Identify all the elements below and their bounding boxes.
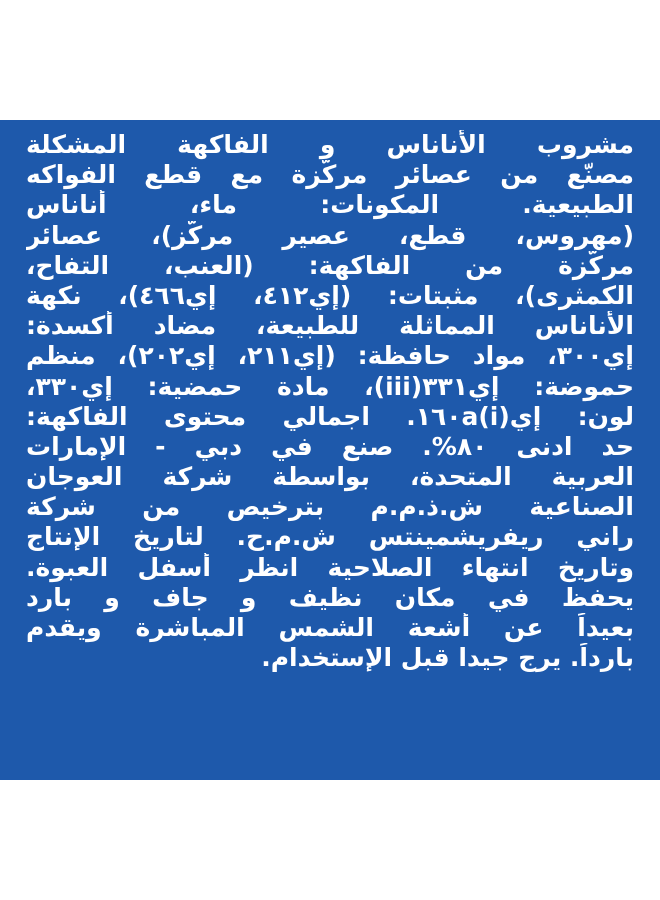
label-line-8: إي٣٠٠، مواد حافظة: (إي٢١١، إي٢٠٢)، منظم <box>26 341 634 371</box>
label-line-15: وتاريخ انتهاء الصلاحية انظر أسفل العبوة. <box>26 552 634 582</box>
label-line-3: الطبيعية. المكونات: ماء، أناناس <box>26 190 634 220</box>
label-line-1: مشروب الأناناس و الفاكهة المشكلة <box>26 130 634 159</box>
label-line-4: (مهروس، قطع، عصير مركّز)، عصائر <box>26 220 634 250</box>
label-line-9: حموضة: إي٣٣١(iii)، مادة حمضية: إي٣٣٠، <box>26 371 634 401</box>
label-line-14: راني ريفريشمينتس ش.م.ح. لتاريخ الإنتاج <box>26 522 634 552</box>
label-line-7: الأناناس المماثلة للطبيعة، مضاد أكسدة: <box>26 311 634 341</box>
label-line-18: بارداً. يرج جيدا قبل الإستخدام. <box>261 643 634 673</box>
label-line-16: يحفظ في مكان نظيف و جاف و بارد <box>26 582 634 612</box>
label-line-10: لون: إي١٦٠a(i). اجمالي محتوى الفاكهة: <box>26 401 634 431</box>
label-line-5: مركّزة من الفاكهة: (العنب، التفاح، <box>26 250 634 280</box>
label-line-17: بعيداً عن أشعة الشمس المباشرة ويقدم <box>26 613 634 642</box>
label-line-6: الكمثرى)، مثبتات: (إي٤١٢، إي٤٦٦)، نكهة <box>26 280 634 310</box>
ingredients-label-panel <box>0 120 660 780</box>
label-line-12: العربية المتحدة، بواسطة شركة العوجان <box>26 462 634 492</box>
label-line-11: حد ادنى ٨٠%. صنع في دبي - الإمارات <box>26 431 634 461</box>
label-line-2: مصنّع من عصائر مركّزة مع قطع الفواكه <box>26 160 634 190</box>
label-line-13: الصناعية ش.ذ.م.م بترخيص من شركة <box>26 492 634 522</box>
